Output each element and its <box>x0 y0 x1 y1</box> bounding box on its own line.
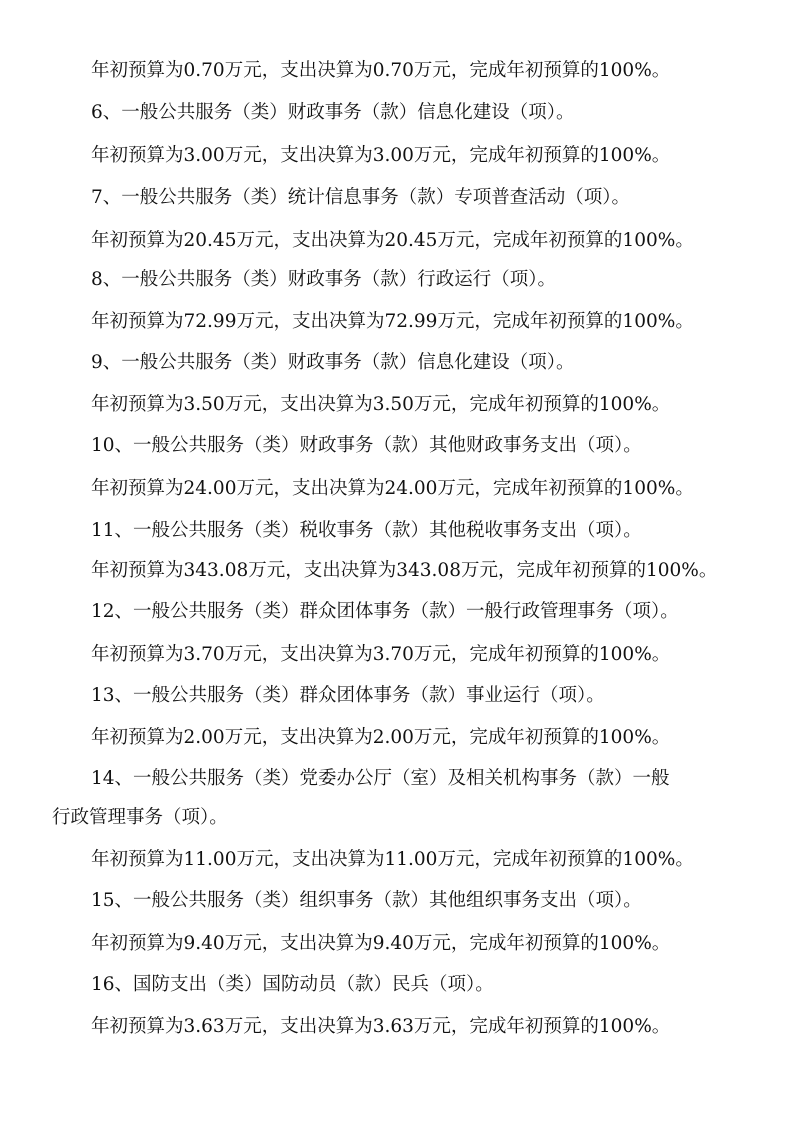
text-line: 年初预算为3.50万元，支出决算为3.50万元，完成年初预算的100%。 <box>91 394 671 415</box>
text-line: 年初预算为2.00万元，支出决算为2.00万元，完成年初预算的100%。 <box>91 727 671 748</box>
text-line: 年初预算为3.70万元，支出决算为3.70万元，完成年初预算的100%。 <box>91 644 671 665</box>
text-line: 年初预算为72.99万元，支出决算为72.99万元，完成年初预算的100%。 <box>91 311 694 332</box>
text-line: 12、一般公共服务（类）群众团体事务（款）一般行政管理事务（项）。 <box>91 601 679 622</box>
text-line: 年初预算为24.00万元，支出决算为24.00万元，完成年初预算的100%。 <box>91 478 694 499</box>
text-line: 年初预算为9.40万元，支出决算为9.40万元，完成年初预算的100%。 <box>91 933 671 954</box>
text-line: 14、一般公共服务（类）党委办公厅（室）及相关机构事务（款）一般 <box>91 768 670 789</box>
text-line: 年初预算为3.00万元，支出决算为3.00万元，完成年初预算的100%。 <box>91 145 671 166</box>
text-line: 7、一般公共服务（类）统计信息事务（款）专项普查活动（项）。 <box>91 187 631 208</box>
text-line: 6、一般公共服务（类）财政事务（款）信息化建设（项）。 <box>91 102 575 123</box>
text-line: 9、一般公共服务（类）财政事务（款）信息化建设（项）。 <box>91 352 575 373</box>
text-line: 10、一般公共服务（类）财政事务（款）其他财政事务支出（项）。 <box>91 435 642 456</box>
text-line: 11、一般公共服务（类）税收事务（款）其他税收事务支出（项）。 <box>91 520 642 541</box>
text-line: 年初预算为343.08万元，支出决算为343.08万元，完成年初预算的100%。 <box>91 560 718 581</box>
text-line: 年初预算为20.45万元，支出决算为20.45万元，完成年初预算的100%。 <box>91 230 694 251</box>
text-line: 8、一般公共服务（类）财政事务（款）行政运行（项）。 <box>91 269 557 290</box>
text-line: 16、国防支出（类）国防动员（款）民兵（项）。 <box>91 974 494 995</box>
text-line: 年初预算为0.70万元，支出决算为0.70万元，完成年初预算的100%。 <box>91 60 671 81</box>
text-line: 15、一般公共服务（类）组织事务（款）其他组织事务支出（项）。 <box>91 890 642 911</box>
text-line: 年初预算为11.00万元，支出决算为11.00万元，完成年初预算的100%。 <box>91 849 694 870</box>
text-line: 年初预算为3.63万元，支出决算为3.63万元，完成年初预算的100%。 <box>91 1016 671 1037</box>
text-line: 13、一般公共服务（类）群众团体事务（款）事业运行（项）。 <box>91 685 605 706</box>
text-line-continuation: 行政管理事务（项）。 <box>52 807 228 828</box>
